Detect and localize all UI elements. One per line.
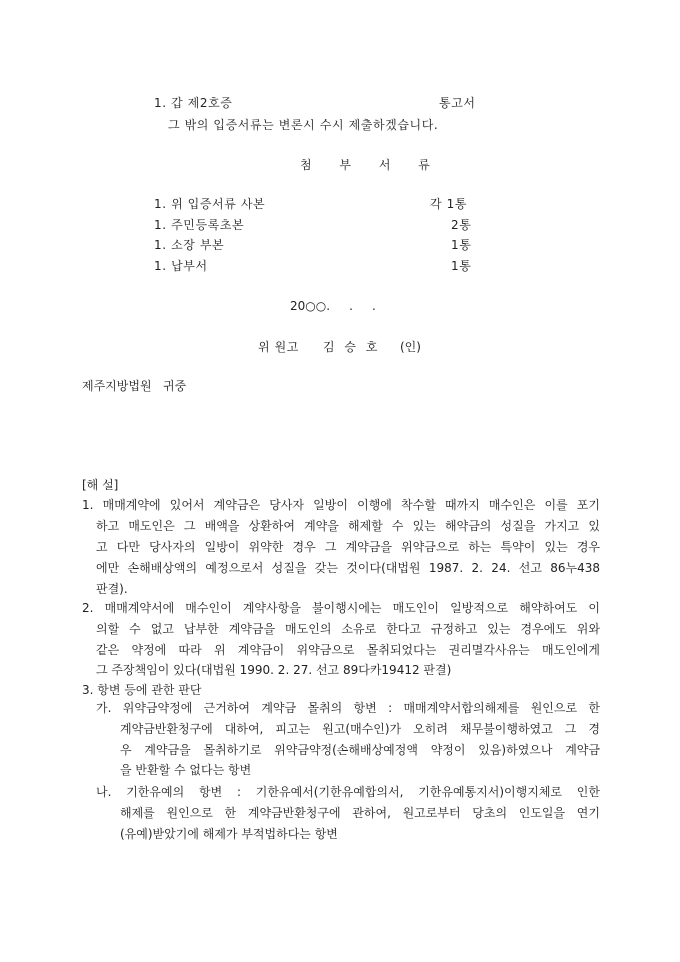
- evidence-note: 그 밖의 입증서류는 변론시 수시 제출하겠습니다.: [168, 118, 439, 132]
- attachment-count: 1통: [451, 238, 472, 252]
- commentary-line: 1. 매매계약에 있어서 계약금은 당사자 일방이 이행에 착수할 때까지 매수인은 이를 포기: [82, 498, 600, 512]
- attachment-label: 1. 위 입증서류 사본: [154, 197, 266, 211]
- commentary-line: 가. 위약금약정에 근거하여 계약금 몰취의 항변 : 매매계약서합의해제를 원인으로 한: [96, 701, 600, 715]
- commentary-line: 나. 기한유예의 항변 : 기한유예서(기한유예합의서, 기한유예통지서)이행지체로 인한: [96, 785, 600, 799]
- commentary-line: 계약금반환청구에 대하여, 피고는 원고(매수인)가 오히려 채무불이행하였고 그 경: [120, 722, 600, 736]
- commentary-line: 고 다만 당사자의 일방이 위약한 경우 그 계약금을 위약금으로 하는 특약이 있는 경우: [96, 540, 600, 554]
- attachment-count: 2통: [451, 218, 472, 232]
- commentary-line: 해제를 원인으로 한 계약금반환청구에 관하여, 원고로부터 당초의 인도일을 연기: [120, 806, 600, 820]
- document-date: 20○○. . .: [290, 299, 376, 313]
- commentary-line: 그 주장책임이 있다(대법원 1990. 2. 27. 선고 89다카19412 판결): [96, 663, 452, 677]
- commentary-line: 2. 매매계약서에 매수인이 계약사항을 불이행시에는 매도인이 일방적으로 해약하여도 이: [82, 601, 600, 615]
- commentary-line: 의할 수 없고 납부한 계약금을 매도인의 소유로 한다고 규정하고 있는 경우에도 위와: [96, 622, 600, 636]
- commentary-line: 같은 약정에 따라 위 계약금이 위약금으로 몰취되었다는 권리멸각사유는 매도인에게: [96, 643, 600, 657]
- attachment-label: 1. 소장 부본: [154, 238, 225, 252]
- court-addressee: 제주지방법원 귀중: [82, 379, 187, 393]
- commentary-line: 을 반환할 수 없다는 항변: [120, 763, 252, 777]
- attachments-title: 첨 부 서 류: [300, 158, 442, 172]
- attachment-count: 1통: [451, 259, 472, 273]
- commentary-subheading: 3. 항변 등에 관한 판단: [82, 683, 202, 697]
- attachment-count: 각 1통: [430, 197, 468, 211]
- commentary-line: 우 계약금을 몰취하기로 위약금약정(손해배상예정액 약정이 있음)하였으나 계약금: [120, 743, 600, 757]
- commentary-line: (유예)받았기에 해제가 부적법하다는 항변: [120, 827, 338, 841]
- attachment-label: 1. 납부서: [154, 259, 208, 273]
- commentary-heading: [해 설]: [82, 478, 119, 492]
- seal-mark: (인): [400, 340, 421, 354]
- commentary-line: 하고 매도인은 그 배액을 상환하여 계약을 해제할 수 있는 해약금의 성질을 가지고 있: [96, 519, 600, 533]
- evidence-item-type: 통고서: [439, 96, 476, 110]
- plaintiff-name: 김 승 호: [323, 340, 381, 354]
- commentary-line: 판결).: [96, 582, 128, 596]
- commentary-line: 에만 손해배상액의 예정으로서 성질을 갖는 것이다(대법원 1987. 2. 24. 선고 86누438: [96, 561, 600, 575]
- evidence-item: 1. 갑 제2호증: [154, 96, 233, 110]
- plaintiff-role: 위 원고: [258, 340, 299, 354]
- attachment-label: 1. 주민등록초본: [154, 218, 245, 232]
